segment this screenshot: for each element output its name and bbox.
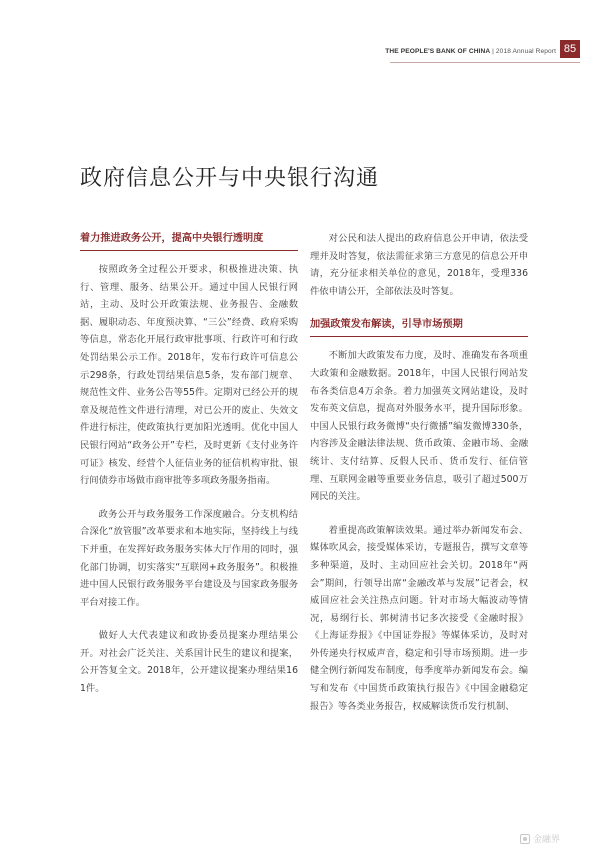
publication-name: THE PEOPLE'S BANK OF CHINA [385, 48, 491, 55]
paragraph: 不断加大政策发布力度，及时、准确发布各项重大政策和金融数据。2018年，中国人民银行网站发布各类信息4万余条。着力加强英文网站建设，及时发布英文信息，提高对外服务水平，提升国际形象。中国人民银行政务微博“央行微播”编发微博330条，内容涉及金融法律法规、货币政策、金融市场、金融统计、支付结算、反假人民币、货币发行、征信管理、互联网金融等重要业务信息，吸引了超过500万网民的关注。 [310, 350, 528, 503]
left-column [80, 230, 298, 714]
header-separator: | [490, 48, 496, 55]
report-label: 2018 Annual Report [495, 48, 556, 55]
section-heading-policy-release: 加强政策发布解读，引导市场预期 [310, 316, 528, 337]
page-number: 85 [560, 40, 580, 58]
paragraph: 着重提高政策解读效果。通过举办新闻发布会、媒体吹风会，接受媒体采访，专题报告，撰写文章等多种渠道，及时、主动回应社会关切。2018年“两会”期间，行领导出席“金融改革与发展”记者会，权威回应社会关注热点问题。针对市场大幅波动等情况，易纲行长、郭树清书记多次接受《金融时报》《上海证券报》《中国证券报》等媒体采访，及时对外传递央行权威声音，稳定和引导市场预期。进一步健全例行新闻发布制度，每季度举办新闻发布会。编写和发布《中国货币政策执行报告》《中国金融稳定报告》等各类业务报告，权威解读货币发行机制、 [310, 524, 528, 712]
section-heading-transparency: 着力推进政务公开，提高中央银行透明度 [80, 230, 298, 251]
page-title: 政府信息公开与中央银行沟通 [80, 165, 380, 191]
report-header-text [385, 48, 556, 55]
paragraph: 按照政务全过程公开要求，积极推进决策、执行、管理、服务、结果公开。通过中国人民银行网站，主动、及时公开政策法规、业务报告、金融数据、履职动态、年度预决算、“三公”经费、政府采购等信息，常态化开展行政审批事项、行政许可和行政处罚结果公示工作。2018年，发布行政许可信息公示298条，行政处罚结果信息5条，发布部门规章、规范性文件、业务公告等55件。定期对已经公开的规章及规范性文件进行清理，对已公开的废止、失效文件进行标注，使政策执行更加阳光透明。优化中国人民银行网站“政务公开”专栏，及时更新《支付业务许可证》核发、经营个人征信业务的征信机构审批、银行间债券市场做市商审批等多项政务服务指南。 [80, 264, 298, 487]
paragraph: 做好人大代表建议和政协委员提案办理结果公开。对社会广泛关注、关系国计民生的建议和提案，公开答复全文。2018年，公开建议提案办理结果161件。 [80, 630, 298, 695]
paragraph: 政务公开与政务服务工作深度融合。分支机构结合深化“放管服”改革要求和本地实际，坚持线上与线下并重，在发挥好政务服务实体大厅作用的同时，强化部门协调，切实落实“互联网+政务服务”。积极推进中国人民银行政务服务平台建设及与国家政务服务平台对接工作。 [80, 508, 298, 608]
watermark-text: 金融界 [533, 835, 561, 845]
running-header [0, 0, 600, 70]
paragraph-continuation: 对公民和法人提出的政府信息公开申请，依法受理并及时答复，依法需征求第三方意见的信息公开申请，充分征求相关单位的意见，2018年，受理336件依申请公开，全部依法及时答复。 [310, 233, 528, 297]
header-rule [390, 62, 580, 63]
watermark [520, 832, 560, 845]
right-column [310, 230, 528, 731]
watermark-logo-icon [520, 834, 530, 844]
